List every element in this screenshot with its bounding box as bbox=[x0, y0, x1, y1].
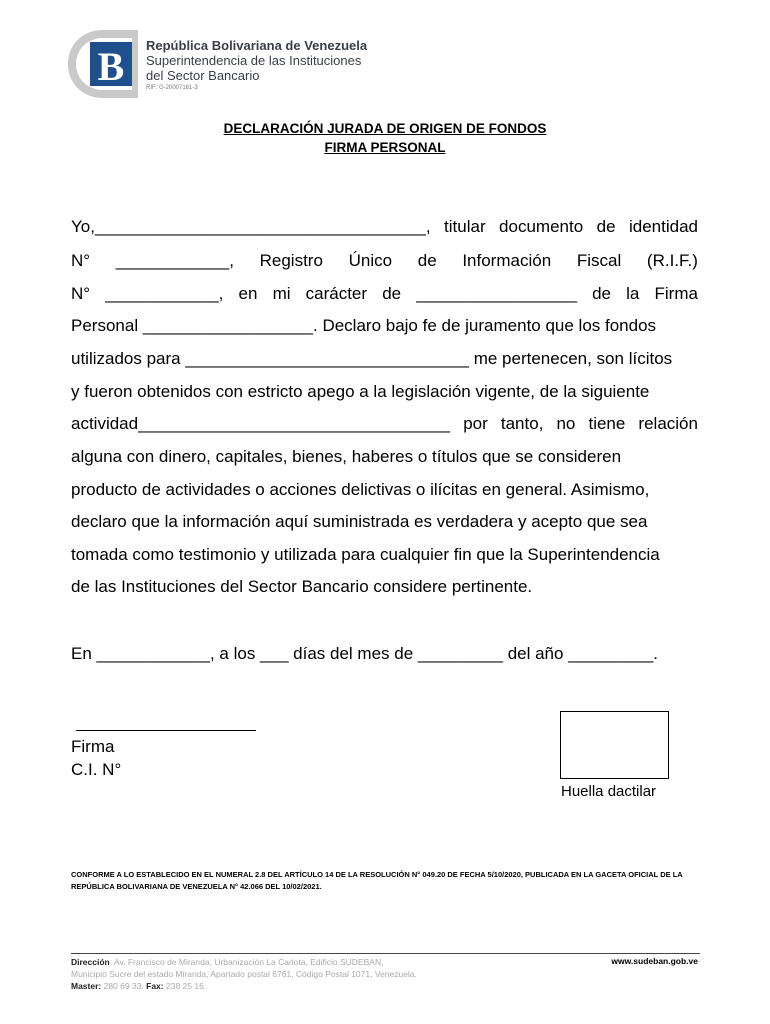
word: la bbox=[626, 284, 640, 303]
rif-number-blank: ____________, bbox=[105, 284, 224, 303]
body-line-1 bbox=[71, 217, 698, 237]
body-line-5: utilizados para ______________________________ me pertenecen, son lícitos bbox=[71, 349, 673, 368]
footer-divider bbox=[71, 953, 700, 954]
org-name-line1: República Bolivariana de Venezuela bbox=[146, 38, 368, 53]
word: carácter bbox=[305, 284, 368, 303]
fax-label: Fax: bbox=[146, 981, 164, 991]
word: tiene bbox=[588, 414, 626, 433]
word: Información bbox=[462, 251, 552, 270]
word: (R.I.F.) bbox=[646, 251, 698, 270]
word: N° bbox=[71, 284, 91, 303]
word: mi bbox=[272, 284, 291, 303]
word: Único bbox=[348, 251, 393, 270]
word: relación bbox=[638, 414, 698, 433]
body-line-3 bbox=[71, 284, 698, 304]
word: documento bbox=[499, 217, 584, 236]
phone-label: Master: bbox=[71, 981, 102, 991]
phone-value: 280 69 33. bbox=[101, 981, 147, 991]
document-subtitle: FIRMA PERSONAL bbox=[324, 140, 446, 155]
word: Fiscal bbox=[576, 251, 622, 270]
sudeban-emblem-icon bbox=[66, 28, 140, 100]
body-line-11: tomada como testimonio y utilizada para cualquier fin que la Superintendencia bbox=[71, 545, 660, 564]
word: titular bbox=[444, 217, 486, 236]
body-line-12: de las Instituciones del Sector Bancario considere pertinente. bbox=[71, 577, 533, 596]
word: de bbox=[596, 217, 616, 236]
org-name-line3: del Sector Bancario bbox=[146, 68, 260, 83]
word: en bbox=[238, 284, 258, 303]
legal-note: CONFORME A LO ESTABLECIDO EN EL NUMERAL 2.8 DEL ARTÍCULO 14 DE LA RESOLUCIÓN N° 049.20 DE FECHA 5/10/2020, PUBLICADA EN LA GACETA OFICIAL DE LA REPÚBLICA BOLIVARIANA DE VENEZUELA N° 42.066 DEL 10/02/2021. bbox=[71, 870, 683, 891]
signature-label: Firma bbox=[71, 737, 115, 756]
fingerprint-label: Huella dactilar bbox=[561, 783, 657, 800]
word: de bbox=[382, 284, 402, 303]
org-rif: RIF: G-20007161-3 bbox=[146, 85, 198, 91]
sudeban-logo bbox=[66, 28, 368, 100]
document-title: DECLARACIÓN JURADA DE ORIGEN DE FONDOS bbox=[223, 121, 547, 136]
body-line-7 bbox=[71, 414, 698, 434]
signature-line bbox=[76, 730, 256, 731]
logo-text bbox=[146, 38, 367, 93]
address-line2: Municipio Sucre del estado Miranda, Apartado postal 6761, Código Postal 1071, Venezuela. bbox=[71, 969, 417, 979]
body-line-8: alguna con dinero, capitales, bienes, haberes o títulos que se consideren bbox=[71, 447, 622, 466]
body-line-4: Personal __________________. Declaro bajo fe de juramento que los fondos bbox=[71, 316, 657, 335]
body-line-6: y fueron obtenidos con estricto apego a la legislación vigente, de la siguiente bbox=[71, 382, 650, 401]
word: de bbox=[592, 284, 612, 303]
body-line-10: declaro que la información aquí suministrada es verdadera y acepto que sea bbox=[71, 512, 648, 531]
character-blank: _________________ bbox=[416, 284, 577, 303]
svg-text:B: B bbox=[97, 44, 125, 89]
address-label: Dirección bbox=[71, 957, 110, 967]
org-name-line2: Superintendencia de las Instituciones bbox=[146, 53, 362, 68]
word: Registro bbox=[259, 251, 323, 270]
word: por bbox=[463, 414, 488, 433]
name-blank: Yo,___________________________________, bbox=[71, 217, 431, 236]
word: no bbox=[556, 414, 576, 433]
body-line-2 bbox=[71, 251, 698, 271]
id-number-blank: ____________, bbox=[115, 251, 234, 270]
id-label: C.I. N° bbox=[71, 760, 122, 779]
fingerprint-box bbox=[560, 711, 669, 779]
footer-address bbox=[71, 956, 417, 992]
word: de bbox=[417, 251, 437, 270]
word: Firma bbox=[654, 284, 698, 303]
website-link[interactable]: www.sudeban.gob.ve bbox=[611, 956, 698, 966]
word: identidad bbox=[628, 217, 698, 236]
fax-value: 238 25 16. bbox=[163, 981, 207, 991]
date-line: En ____________, a los ___ días del mes de _________ del año _________. bbox=[71, 644, 658, 663]
body-line-9: producto de actividades o acciones delictivas o ilícitas en general. Asimismo, bbox=[71, 480, 650, 499]
address-text: : Av. Francisco de Miranda, Urbanización La Carlota, Edificio SUDEBAN, bbox=[109, 957, 384, 967]
word: N° bbox=[71, 251, 91, 270]
activity-blank: actividad_________________________________ bbox=[71, 414, 451, 433]
word: tanto, bbox=[500, 414, 544, 433]
